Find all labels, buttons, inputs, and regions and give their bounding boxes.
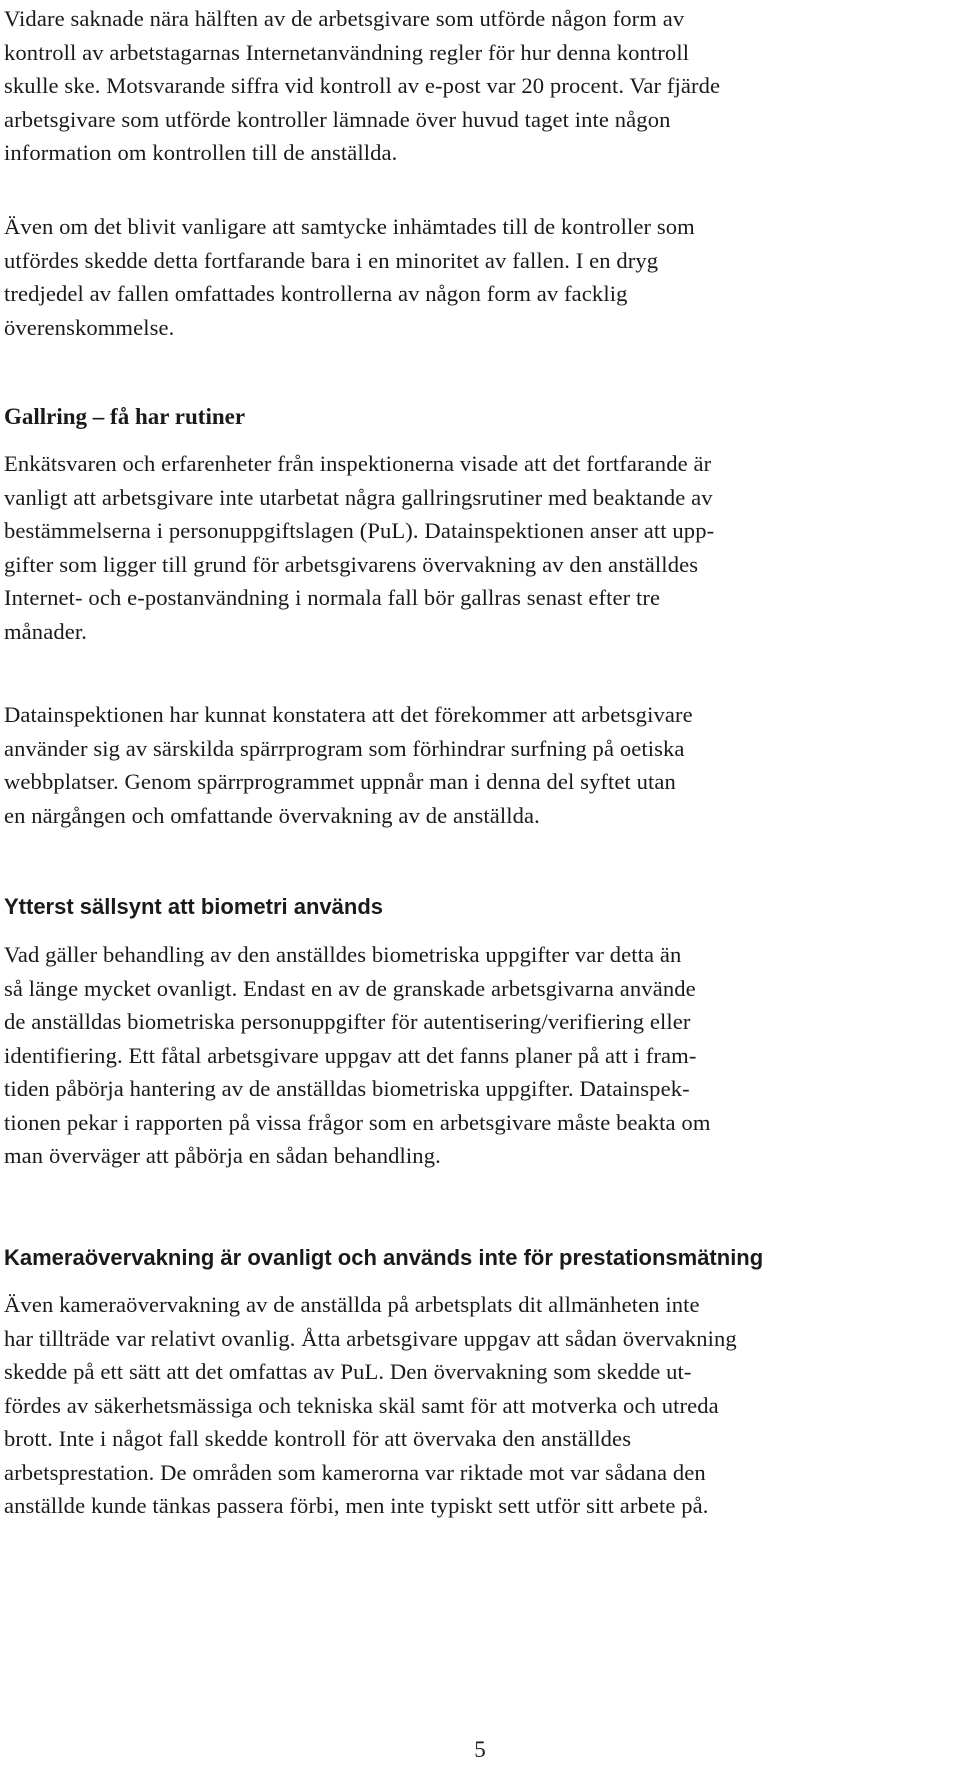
text-line: gifter som ligger till grund för arbetsgivarens övervakning av den anställdes [4,551,699,577]
paragraph-gallring [4,447,714,648]
text-line: Enkätsvaren och erfarenheter från inspektionerna visade att det fortfarande är [4,451,712,476]
text-line: Vad gäller behandling av den anställdes biometriska uppgifter var detta än [4,942,682,967]
paragraph-camera [4,1288,737,1523]
section-heading-camera: Kameraövervakning är ovanligt och används inte för prestationsmätning [4,1245,764,1270]
paragraph-policy-rules [4,2,720,170]
text-line: de anställdas biometriska personuppgifter för autentisering/verifiering eller [4,1009,691,1034]
text-line: en närgången och omfattande övervakning av de anställda. [4,802,540,828]
text-line: så länge mycket ovanligt. Endast en av de granskade arbetsgivarna använde [4,975,696,1001]
text-line: har tillträde var relativt ovanlig. Åtta arbetsgivare uppgav att sådan övervakning [4,1325,737,1351]
text-line: man överväger att påbörja en sådan behandling. [4,1143,441,1168]
text-line: identifiering. Ett fåtal arbetsgivare uppgav att det fanns planer på att i fram- [4,1042,697,1068]
text-line: kontroll av arbetstagarnas Internetanvändning regler för hur denna kontroll [4,39,690,65]
text-line: bestämmelserna i personuppgiftslagen (PuL). Datainspektionen anser att upp- [4,518,715,543]
paragraph-consent [4,210,695,344]
section-heading-biometrics: Ytterst sällsynt att biometri används [4,894,383,919]
text-line: utfördes skedde detta fortfarande bara i en minoritet av fallen. I en dryg [4,247,659,273]
text-line: Även om det blivit vanligare att samtycke inhämtades till de kontroller som [4,214,695,239]
text-line: Vidare saknade nära hälften av de arbetsgivare som utförde någon form av [4,6,685,31]
text-line: tiden påbörja hantering av de anställdas biometriska uppgifter. Datainspek- [4,1076,690,1101]
section-heading-gallring: Gallring – få har rutiner [4,404,246,429]
text-line: webbplatser. Genom spärrprogrammet uppnår man i denna del syftet utan [4,769,676,794]
text-line: anställde kunde tänkas passera förbi, men inte typiskt sett utför sitt arbete på. [4,1493,709,1518]
text-line: skedde på ett sätt att det omfattas av PuL. Den övervakning som skedde ut- [4,1359,692,1384]
text-line: arbetsprestation. De områden som kamerorna var riktade mot var sådana den [4,1459,706,1485]
text-line: Även kameraövervakning av de anställda på arbetsplats dit allmänheten inte [4,1292,700,1317]
text-line: vanligt att arbetsgivare inte utarbetat några gallringsrutiner med beaktande av [4,484,713,510]
text-line: använder sig av särskilda spärrprogram som förhindrar surfning på oetiska [4,735,685,761]
text-line: brott. Inte i något fall skedde kontroll för att övervaka den anställdes [4,1426,632,1451]
text-line: skulle ske. Motsvarande siffra vid kontroll av e-post var 20 procent. Var fjärde [4,73,721,98]
text-line: information om kontrollen till de anställda. [4,140,398,165]
paragraph-blocking-software [4,698,693,832]
text-line: tredjedel av fallen omfattades kontrollerna av någon form av facklig [4,281,628,306]
paragraph-biometrics [4,938,711,1173]
text-line: tionen pekar i rapporten på vissa frågor som en arbetsgivare måste beakta om [4,1109,711,1135]
text-line: arbetsgivare som utförde kontroller lämnade över huvud taget inte någon [4,106,671,132]
text-line: överenskommelse. [4,314,175,340]
text-line: månader. [4,618,87,644]
text-line: fördes av säkerhetsmässiga och tekniska skäl samt för att motverka och utreda [4,1392,719,1418]
page-number: 5 [474,1737,486,1762]
text-line: Datainspektionen har kunnat konstatera att det förekommer att arbetsgivare [4,702,693,727]
text-line: Internet- och e-postanvändning i normala fall bör gallras senast efter tre [4,585,661,610]
